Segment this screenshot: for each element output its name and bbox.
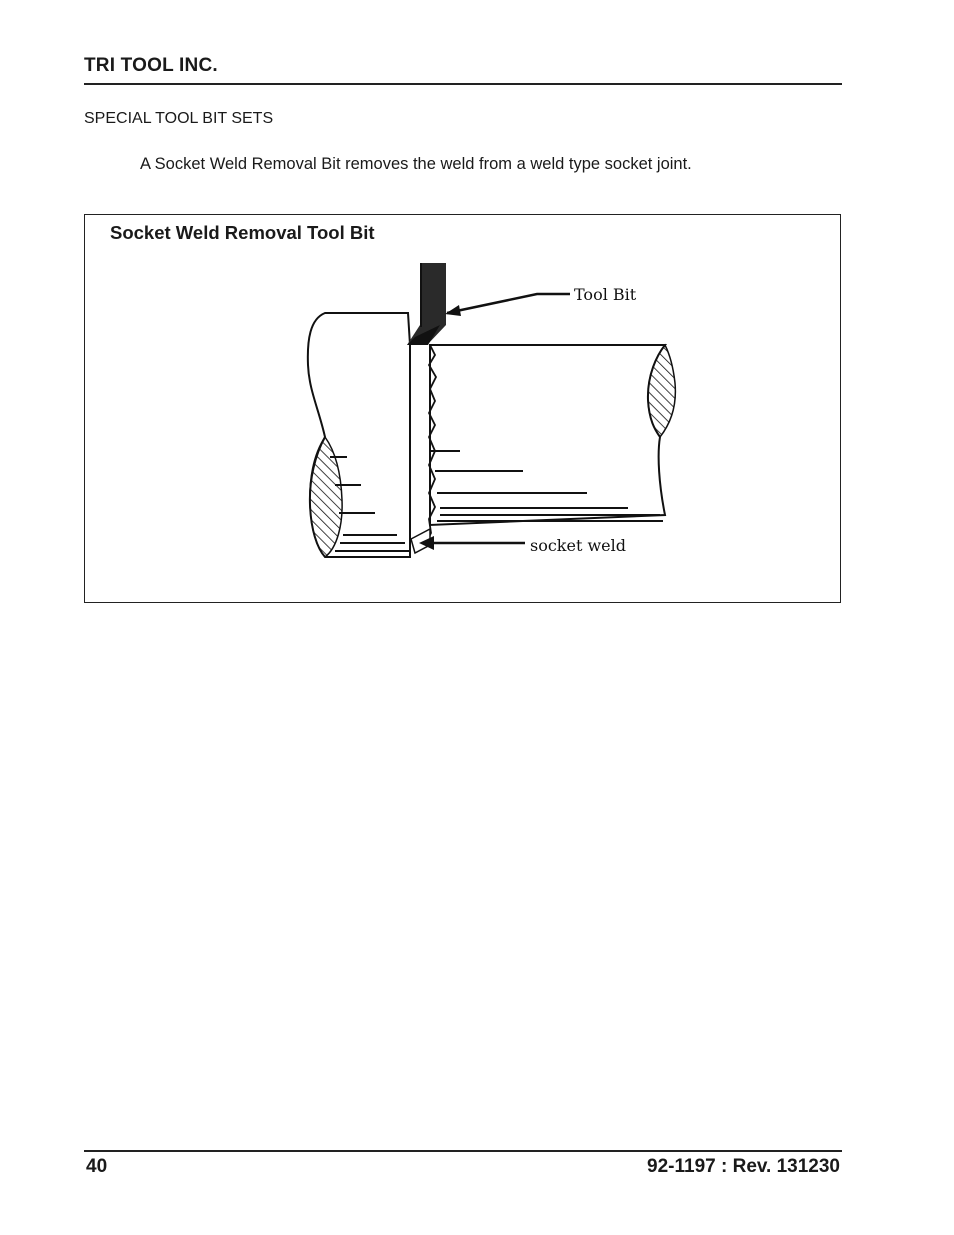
header-rule [84, 83, 842, 85]
intro-paragraph: A Socket Weld Removal Bit removes the weld from a weld type socket joint. [140, 155, 692, 173]
document-revision: 92-1197 : Rev. 131230 [647, 1156, 840, 1177]
tool-bit-label: Tool Bit [574, 285, 637, 304]
page-number: 40 [86, 1156, 108, 1177]
figure-box [84, 214, 841, 603]
socket-weld-leader [419, 536, 525, 550]
figure-title: Socket Weld Removal Tool Bit [110, 222, 375, 243]
tool-bit-leader [445, 294, 570, 316]
footer-rule [84, 1150, 842, 1152]
pipe [430, 345, 665, 525]
company-name: TRI TOOL INC. [84, 55, 218, 76]
socket-weld-label: socket weld [530, 536, 627, 555]
tool-bit [407, 263, 446, 345]
section-title: SPECIAL TOOL BIT SETS [84, 110, 274, 127]
socket-weld-diagram [85, 215, 840, 602]
